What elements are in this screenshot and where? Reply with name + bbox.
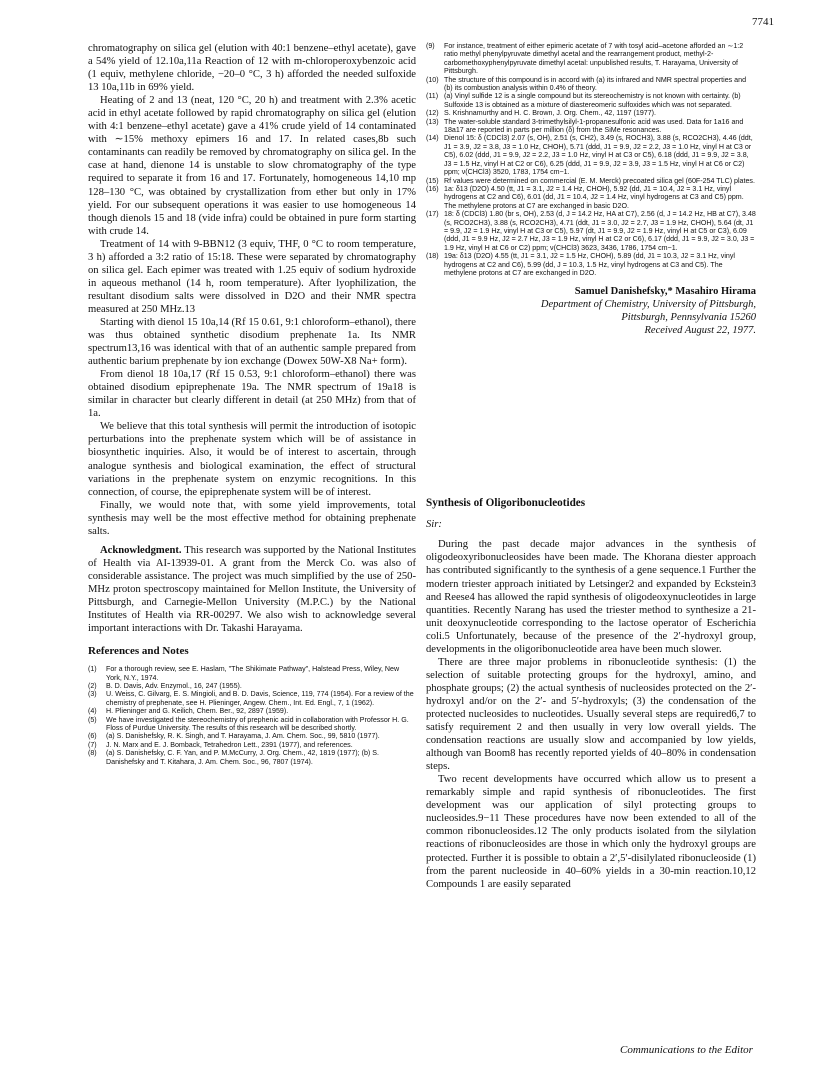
note-text: (a) S. Danishefsky, R. K. Singh, and T. Harayama, J. Am. Chem. Soc., 99, 5810 (1977). bbox=[106, 732, 380, 741]
note-number: (14) bbox=[426, 134, 439, 143]
author-department: Department of Chemistry, University of Pittsburgh, bbox=[540, 299, 756, 311]
note-text: For instance, treatment of either epimeric acetate of 7 with tosyl acid–acetone afforded an ∼1:2 ratio methyl phenylpyruvate dimethyl acetal and the rearrangement product, methyl-2-carbomethoxyphenylpyruvate dimethyl acetal: unpublished results, T. Harayama, University of Pittsburgh. bbox=[444, 42, 744, 76]
acknowledgment-paragraph bbox=[88, 544, 416, 635]
author-names: Samuel Danishefsky,* Masahiro Hirama bbox=[574, 286, 756, 298]
reference-note bbox=[88, 690, 416, 707]
paragraph: Heating of 2 and 13 (neat, 120 °C, 20 h) and treatment with 2.3% acetic acid in ethyl acetate followed by rapid chromatography on silica gel (elution with 4:1 benzene–ethyl acetate) gave a 41% crude yield of 14 contaminated with ∼15% methoxy epimers 16 and 17. In related cases,8b such contaminants can readily be removed by chromatography on silica gel. In the case at hand, dienone 14 is unstable to slow chromatography of the type required to separate it from 16 and 17. Fortunately, homogeneous 14,10 mp 128–130 °C, was obtained by crystallization from ether but only in 17% yield. For our subsequent operations it was easier to use homogeneous 14 though dienols 15 and 18 (vide infra) could be obtained in pure form starting with crude 14. bbox=[88, 95, 416, 237]
note-text: The structure of this compound is in accord with (a) its infrared and NMR spectral properties and (b) its combustion analysis within 0.4% of theory. bbox=[444, 75, 747, 93]
note-text: U. Weiss, C. Gilvarg, E. S. Mingioli, and B. D. Davis, Science, 119, 774 (1954). For a review of the chemistry of prephenate, see H. Plieninger, Angew. Chem., Int. Ed. Engl., 7, 1 (1962). bbox=[106, 690, 414, 707]
note-text: 18: δ (CDCl3) 1.80 (br s, OH), 2.53 (d, J = 14.2 Hz, HA at C7), 2.56 (d, J = 14.2 Hz, HB at C7), 3.48 (s, RCO2CH3), 3.88 (s, RCO2CH3), 4.71 (ddt, J1 = 3.0, J2 = 2.7, J3 = 1.9 Hz, CHOH), 5.64 (dt, J1 = 9.9, J2 = 1.9 Hz, vinyl H at C3 or C5), 5.97 (dt, J1 = 9.9, J2 = 1.9 Hz, vinyl H at C5 or C3), 6.09 (ddd, J1 = 9.9 Hz, J2 = 2.7 Hz, J3 = 1.9 Hz, vinyl H at C2 or C6), 6.17 (ddd, J1 = 9.9, J2 = 3.0, J3 = 1.9 Hz, vinyl H at C6 or C2) ppm; ν(CHCl3) 3623, 3436, 1786, 1754 cm−1. bbox=[444, 210, 756, 252]
note-text: (a) S. Danishefsky, C. F. Yan, and P. M.McCurry, J. Org. Chem., 42, 1819 (1977); (b) S. Danishefsky and T. Kitahara, J. Am. Chem. Soc., 96, 7807 (1974). bbox=[106, 749, 379, 766]
paragraph: Treatment of 14 with 9-BBN12 (3 equiv, THF, 0 °C to room temperature, 3 h) afforded a 3:2 ratio of 15:18. These were separated by chromatography on silica gel. Each epimer was treated with 1.25 equiv of sodium hydroxide in aqueous methanol (14 h, room temperature). After lyophilization, the resultant disodium salts were dissolved in D2O and their NMR spectra measured at 250 MHz.13 bbox=[88, 238, 416, 315]
note-number: (17) bbox=[426, 210, 439, 219]
acknowledgment-text: This research was supported by the National Institutes of Health via AI-13939-01. A grant from the Merck Co. was also of considerable assistance. The project was much simplified by the use of 250-MHz proton spectroscopy maintained for Mellon Institute, the University of Pittsburgh, and Carnegie-Mellon University (M.P.C.) by the National Institutes of Health via RR-00297. We also wish to acknowledge several important interactions with Dr. Takashi Harayama. bbox=[88, 544, 416, 635]
note-number: (3) bbox=[88, 690, 97, 699]
reference-note bbox=[88, 682, 416, 690]
paragraph: During the past decade major advances in the synthesis of oligodeoxyribonucleosides have been made. The Khorana diester approach has contributed significantly to the synthesis of a gene sequence.1 Further the modern triester approach initiated by Letsinger2 and expanded by Eckstein3 and Reese4 has allowed the rapid synthesis of oligodeoxynucleotides in large quantities. Recently Narang has used the triester method to synthesize a 21-unit deoxynucleotide corresponding to the lactose operator of Escherichia coli.5 Unfortunately, because of the presence of the 2′-hydroxyl group, developments in the oligoribonucleotide area have been much slower. bbox=[426, 539, 756, 655]
note-number: (18) bbox=[426, 252, 439, 261]
paragraph: From dienol 18 10a,17 (Rf 15 0.53, 9:1 chloroform–ethanol) there was obtained disodium epiprephenate 19a. The NMR spectrum of 19a18 is similar in character but clearly different in detail (at 250 MHz) from that of 1a. bbox=[88, 369, 416, 420]
paragraph: Two recent developments have occurred which allow us to present a remarkably simple and rapid synthesis of ribonucleotides. The first development was our application of silyl protecting groups to nucleosides.9−11 These procedures have now been extended to all of the common ribonucleosides.12 The only products isolated from the silylation reactions of ribonucleosides are those in which only the hydroxyl groups are protected. Further it is possible to obtain a 2′,5′-disilylated ribonucleoside (1) from the parent nucleoside in 40–60% yields in a 30-min reaction.10,12 Compounds 1 are easily separated bbox=[426, 774, 756, 890]
reference-note bbox=[426, 118, 756, 135]
reference-note bbox=[88, 665, 416, 682]
note-number: (15) bbox=[426, 176, 439, 185]
note-text: 19a: δ13 (D2O) 4.55 (tt, J1 = 3.1, J2 = 1.5 Hz, CHOH), 5.89 (dd, J1 = 10.3, J2 = 3.1 Hz, vinyl hydrogens at C2 and C6), 5.99 (dd, J = 10.3, 1.5 Hz, vinyl hydrogens at C3 and C5). The methylene protons at C7 are exchanged in D2O. bbox=[444, 252, 735, 277]
reference-note bbox=[426, 42, 756, 76]
received-date: Received August 22, 1977. bbox=[644, 325, 756, 337]
note-text: Rf values were determined on commercial (E. M. Merck) precoated silica gel (60F-254 TLC) plates. bbox=[444, 176, 755, 185]
note-number: (7) bbox=[88, 740, 97, 749]
note-text: J. N. Marx and E. J. Bomback, Tetrahedron Lett., 2391 (1977), and references. bbox=[106, 740, 353, 749]
salutation: Sir: bbox=[426, 519, 442, 531]
reference-note bbox=[426, 252, 756, 277]
note-text: (a) Vinyl sulfide 12 is a single compound but its stereochemistry is not known with certainty. (b) Sulfoxide 13 is obtained as a mixture of diastereomeric sulfoxides which was not separated. bbox=[444, 92, 741, 109]
paragraph: chromatography on silica gel (elution with 40:1 benzene–ethyl acetate), gave a 54% yield of 12.10a,11a Reaction of 12 with m-chloroperoxybenzoic acid (1 equiv, methylene chloride, −20–0 °C, 3 h) afforded the needed sulfoxide 13 10a,11b in 69% yield. bbox=[88, 43, 416, 94]
acknowledgment-label: Acknowledgment. bbox=[100, 544, 182, 556]
right-body bbox=[426, 538, 756, 890]
references-heading: References and Notes bbox=[88, 645, 189, 658]
author-signature bbox=[426, 285, 756, 337]
note-text: We have investigated the stereochemistry of prephenic acid in collaboration with Professor H. G. Floss of Purdue University. The results of this research will be described shortly. bbox=[106, 715, 409, 732]
reference-note bbox=[426, 177, 756, 185]
note-number: (1) bbox=[88, 665, 97, 674]
note-text: 1a: δ13 (D2O) 4.50 (tt, J1 = 3.1, J2 = 1.4 Hz, CHOH), 5.92 (dd, J1 = 10.4, J2 = 3.1 Hz, vinyl hydrogens at C2 and C6), 6.01 (dd, J1 = 10.4, J2 = 1.4 Hz, vinyl hydrogens at C3 and C5) ppm. The methylene protons at C7 are exchanged in basic D2O. bbox=[444, 184, 744, 210]
reference-note bbox=[426, 134, 756, 176]
note-text: Dienol 15: δ (CDCl3) 2.07 (s, OH), 2.51 (s, CH2), 3.49 (s, ROCH3), 3.88 (s, RCO2CH3), 4.46 (ddt, J1 = 3.9, J2 = 3.8, J3 = 1.0 Hz, CHOH), 5.71 (ddd, J1 = 9.9, J2 = 2.2, J3 = 1.0 Hz, vinyl H at C3 or C5), 6.02 (ddd, J1 = 9.9, J2 = 2.2, J3 = 1.0 Hz, vinyl H at C3 or C5), 6.18 (ddd, J1 = 9.9, J2 = 3.8, J3 = 1.5 Hz, vinyl H at C2 or C6), 6.25 (ddd, J1 = 9.9, J2 = 3.9, J3 = 1.5 Hz, vinyl H at C6 or C2) ppm; ν(CHCl3) 3520, 1783, 1754 cm−1. bbox=[444, 134, 753, 177]
note-number: (5) bbox=[88, 715, 97, 724]
paragraph: We believe that this total synthesis will permit the introduction of isotopic perturbations into the prephenate system which will be of assistance in biosynthetic inquiries. Also, it would be of interest to ascertain, through analogue synthesis and biological examination, the effect of structural variations in the prephenate system on enzymic recognitions. In this connection, of course, the epiprephenate system will be of interest. bbox=[88, 421, 416, 498]
right-column bbox=[426, 42, 756, 891]
reference-note bbox=[426, 109, 756, 117]
reference-note bbox=[88, 732, 416, 740]
note-number: (13) bbox=[426, 117, 439, 126]
reference-note bbox=[88, 707, 416, 715]
note-text: B. D. Davis, Adv. Enzymol., 16, 247 (1955). bbox=[106, 681, 242, 690]
reference-note bbox=[88, 741, 416, 749]
left-body bbox=[88, 42, 416, 635]
note-number: (12) bbox=[426, 109, 439, 118]
note-number: (16) bbox=[426, 184, 439, 193]
paragraph: Starting with dienol 15 10a,14 (Rf 15 0.61, 9:1 chloroform–ethanol), there was thus obtained synthetic disodium prephenate 1a. Its NMR spectrum13,16 was identical with that of an authentic sample prepared from authentic barium prephenate by ion exchange (Dowex 50W-X8 Na+ form). bbox=[88, 316, 416, 368]
references-list-right bbox=[426, 42, 756, 277]
note-number: (8) bbox=[88, 749, 97, 758]
reference-note bbox=[88, 749, 416, 766]
note-number: (9) bbox=[426, 42, 435, 50]
note-text: For a thorough review, see E. Haslam, "The Shikimate Pathway", Halstead Press, Wiley, New York, N.Y., 1974. bbox=[106, 665, 400, 682]
note-text: H. Plieninger and G. Keilich, Chem. Ber., 92, 2897 (1959). bbox=[106, 707, 289, 716]
note-number: (6) bbox=[88, 732, 97, 741]
note-number: (4) bbox=[88, 707, 97, 716]
references-list-left bbox=[88, 665, 416, 766]
reference-note bbox=[426, 76, 756, 93]
note-number: (10) bbox=[426, 75, 439, 84]
reference-note bbox=[426, 92, 756, 109]
reference-note bbox=[426, 210, 756, 252]
paragraph: Finally, we would note that, with some yield improvements, total synthesis may well be the most effective method for obtaining prephenate salts. bbox=[88, 499, 416, 537]
note-text: The water-soluble standard 3-trimethylsilyl-1-propanesulfonic acid was used. Data for 1a16 and 18a17 are reported in parts per million (δ) from the SiMe resonances. bbox=[444, 117, 744, 135]
reference-note bbox=[88, 716, 416, 733]
page-number: 7741 bbox=[752, 16, 774, 28]
left-column bbox=[88, 42, 416, 766]
paragraph: There are three major problems in ribonucleotide synthesis: (1) the selection of suitable protecting groups for the hydroxyl, amino, and phosphate groups; (2) the actual synthesis of nucleosides protected on the 2′-hydroxyl and/or on the 2′- and 5′-hydroxyls; (3) the condensation of the protected nucleosides to nucleotides. Usually several steps are required6,7 to satisfy requirement 2 and then usually in very low overall yields. The condensation reactions are usually slow and accompanied by low yields, although van Boom8 has recently reported yields of 40–80% in condensation steps. bbox=[426, 656, 756, 773]
note-text: S. Krishnamurthy and H. C. Brown, J. Org. Chem., 42, 1197 (1977). bbox=[444, 109, 656, 118]
note-number: (2) bbox=[88, 681, 97, 690]
reference-note bbox=[426, 185, 756, 210]
journal-section-footer: Communications to the Editor bbox=[620, 1044, 753, 1056]
article-title: Synthesis of Oligoribonucleotides bbox=[426, 497, 586, 510]
author-city: Pittsburgh, Pennsylvania 15260 bbox=[621, 312, 756, 324]
note-number: (11) bbox=[426, 92, 439, 101]
